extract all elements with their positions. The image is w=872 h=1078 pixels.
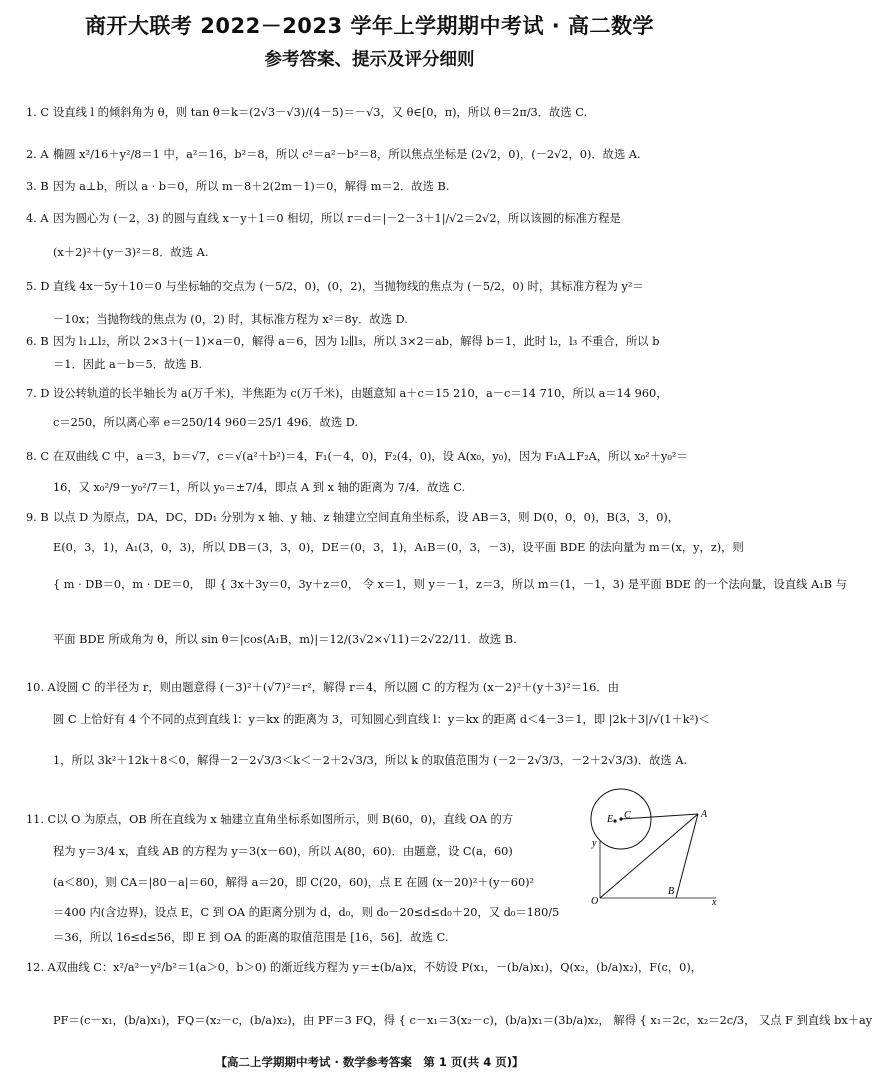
answer-line: [26, 845, 581, 858]
label-o: O: [591, 896, 599, 907]
label-y: y: [592, 838, 597, 849]
answer-text: 椭圆 x²/16＋y²/8＝1 中，a²＝16，b²＝8，所以 c²＝a²－b²＝8，所以焦点坐标是 (2√2，0)，(－2√2，0)．故选 A.: [53, 148, 641, 161]
answer-text: E(0，3，1)，A₁(3，0，3)，所以 DB＝(3，3，0)，DE＝(0，3，1)，A₁B＝(0，3，－3)，设平面 BDE 的法向量为 m＝(x，y，z)，则: [53, 541, 744, 554]
answer-text: 双曲线 C：x²/a²－y²/b²＝1(a＞0，b＞0) 的渐近线方程为 y＝±(b/a)x，不妨设 P(x₁，－(b/a)x₁)，Q(x₂，(b/a)x₂)，F(c，0)，: [55, 961, 703, 974]
q11-figure: [588, 786, 720, 906]
label-a: A: [701, 809, 708, 820]
answer-line: [26, 358, 716, 371]
answer-line: [26, 180, 716, 193]
answer-text: (x＋2)²＋(y－3)²＝8．故选 A.: [53, 246, 209, 259]
answer-line: [26, 106, 716, 119]
answer-text: { m · DB＝0，m · DE＝0， 即 { 3x＋3y＝0，3y＋z＝0， 令 x＝1，则 y＝－1，z＝3，所以 m＝(1，－1，3) 是平面 BDE 的一个法向量，设直线 A₁B 与: [53, 578, 847, 591]
answer-line: [26, 481, 716, 494]
answer-text: －10x；当抛物线的焦点为 (0，2) 时，其标准方程为 x²＝8y．故选 D.: [53, 313, 408, 326]
label-c: C: [624, 810, 631, 821]
answer-line: [26, 511, 716, 524]
answer-text: 程为 y＝3/4 x，直线 AB 的方程为 y＝3(x－60)，所以 A(80，60)．由题意，设 C(a，60): [53, 845, 513, 858]
question-number: 8. C: [26, 450, 50, 463]
question-number: 2. A: [26, 148, 49, 161]
answer-line: [26, 212, 716, 225]
answer-line: [26, 754, 716, 767]
answer-line: [26, 681, 716, 694]
answer-text: 以点 D 为原点，DA，DC，DD₁ 分别为 x 轴、y 轴、z 轴建立空间直角坐标系，设 AB＝3，则 D(0，0，0)，B(3，3，0)，: [53, 511, 680, 524]
answer-line: [26, 280, 716, 293]
answer-line: [26, 313, 716, 326]
answer-text: 平面 BDE 所成角为 θ，所以 sin θ＝|cos⟨A₁B，m⟩|＝12/(3√2×√11)＝2√22/11．故选 B.: [53, 633, 517, 646]
answer-line: [26, 246, 716, 259]
answer-line: [26, 578, 847, 591]
question-number: 4. A: [26, 212, 49, 225]
answer-line: [26, 713, 716, 726]
answer-line: [26, 931, 581, 944]
question-number: 9. B: [26, 511, 49, 524]
answer-line: [26, 876, 581, 889]
page-title: 商开大联考 2022－2023 学年上学期期中考试 · 高二数学: [84, 14, 655, 38]
answer-text: 设公转轨道的长半轴长为 a(万千米)，半焦距为 c(万千米)，由题意知 a＋c＝15 210，a－c＝14 710，所以 a＝14 960，: [53, 387, 668, 400]
answer-line: [26, 387, 716, 400]
answer-text: 因为圆心为 (－2，3) 的圆与直线 x－y＋1＝0 相切，所以 r＝d＝|－2－3＋1|/√2＝2√2，所以该圆的标准方程是: [53, 212, 621, 225]
answer-text: ＝1．因此 a－b＝5．故选 B.: [53, 358, 203, 371]
line-ab: [676, 814, 698, 898]
answer-line: [26, 1014, 872, 1027]
answer-text: (a＜80)，则 CA＝|80－a|＝60，解得 a＝20，即 C(20，60)，点 E 在圆 (x－20)²＋(y－60)²: [53, 876, 535, 889]
question-number: 10. A: [26, 681, 56, 694]
question-number: 3. B: [26, 180, 49, 193]
answer-text: 直线 4x－5y＋10＝0 与坐标轴的交点为 (－5/2，0)，(0，2)，当抛物线的焦点为 (－5/2，0) 时，其标准方程为 y²＝: [53, 280, 644, 293]
page-footer: 【高二上学期期中考试 · 数学参考答案 第 1 页(共 4 页)】: [215, 1055, 524, 1069]
answer-text: 以 O 为原点，OB 所在直线为 x 轴建立直角坐标系如图所示，则 B(60，0)，直线 OA 的方: [56, 813, 514, 826]
answer-line: [26, 450, 716, 463]
answer-text: ＝36，所以 16≤d≤56，即 E 到 OA 的距离的取值范围是 [16，56]．故选 C.: [53, 931, 449, 944]
answer-text: 圆 C 上恰好有 4 个不同的点到直线 l：y＝kx 的距离为 3，可知圆心到直线 l：y＝kx 的距离 d＜4－3＝1，即 |2k＋3|/√(1＋k²)＜: [53, 713, 710, 726]
label-e: E: [607, 814, 614, 825]
line-ca: [621, 814, 698, 819]
answer-text: 16，又 x₀²/9－y₀²/7＝1，所以 y₀＝±7/4，即点 A 到 x 轴的距离为 7/4．故选 C.: [53, 481, 466, 494]
line-oa: [600, 814, 698, 898]
question-number: 6. B: [26, 335, 49, 348]
question-number: 5. D: [26, 280, 50, 293]
label-x: x: [712, 897, 717, 908]
answer-text: 设圆 C 的半径为 r，则由题意得 (－3)²＋(√7)²＝r²，解得 r＝4，所以圆 C 的方程为 (x－2)²＋(y＋3)²＝16．由: [55, 681, 619, 694]
answer-line: [26, 906, 581, 919]
answer-line: [26, 148, 716, 161]
answer-line: [26, 813, 581, 826]
point-e: [613, 819, 616, 822]
question-number: 1. C: [26, 106, 50, 119]
answer-line: [26, 633, 716, 646]
answer-text: 因为 a⊥b，所以 a · b＝0，所以 m－8＋2(2m－1)＝0，解得 m＝2．故选 B.: [53, 180, 450, 193]
answer-line: [26, 541, 744, 554]
label-b: B: [668, 886, 675, 897]
answer-text: 因为 l₁⊥l₂，所以 2×3＋(－1)×a＝0，解得 a＝6，因为 l₂∥l₃，所以 3×2＝ab，解得 b＝1，此时 l₂，l₃ 不重合，所以 b: [53, 335, 660, 348]
answer-line: [26, 961, 716, 974]
answer-text: ＝400 内(含边界)，设点 E，C 到 OA 的距离分别为 d，d₀，则 d₀－20≤d≤d₀＋20，又 d₀＝180/5: [53, 906, 560, 919]
answer-line: [26, 335, 716, 348]
answer-text: 1，所以 3k²＋12k＋8＜0，解得－2－2√3/3＜k＜－2＋2√3/3，所以 k 的取值范围为 (－2－2√3/3，－2＋2√3/3)．故选 A.: [53, 754, 688, 767]
question-number: 11. C: [26, 813, 57, 826]
answer-text: PF＝(c－x₁，(b/a)x₁)，FQ＝(x₂－c，(b/a)x₂)，由 PF＝3 FQ，得 { c－x₁＝3(x₂－c)，(b/a)x₁＝(3b/a)x₂， 解得 { x₁＝2c，x₂＝2c/3， 又点 F 到直线 bx＋ay: [53, 1014, 872, 1027]
answer-text: c＝250，所以离心率 e＝250/14 960＝25/1 496．故选 D.: [53, 416, 358, 429]
answer-text: 设直线 l 的倾斜角为 θ，则 tan θ＝k＝(2√3－√3)/(4－5)＝－√3，又 θ∈[0，π)，所以 θ＝2π/3．故选 C.: [53, 106, 588, 119]
question-number: 12. A: [26, 961, 56, 974]
page-subtitle: 参考答案、提示及评分细则: [264, 50, 475, 70]
question-number: 7. D: [26, 387, 50, 400]
answer-text: 在双曲线 C 中，a＝3，b＝√7，c＝√(a²＋b²)＝4，F₁(－4，0)，F₂(4，0)，设 A(x₀，y₀)，因为 F₁A⊥F₂A，所以 x₀²＋y₀²＝: [53, 450, 688, 463]
answer-line: [26, 416, 716, 429]
